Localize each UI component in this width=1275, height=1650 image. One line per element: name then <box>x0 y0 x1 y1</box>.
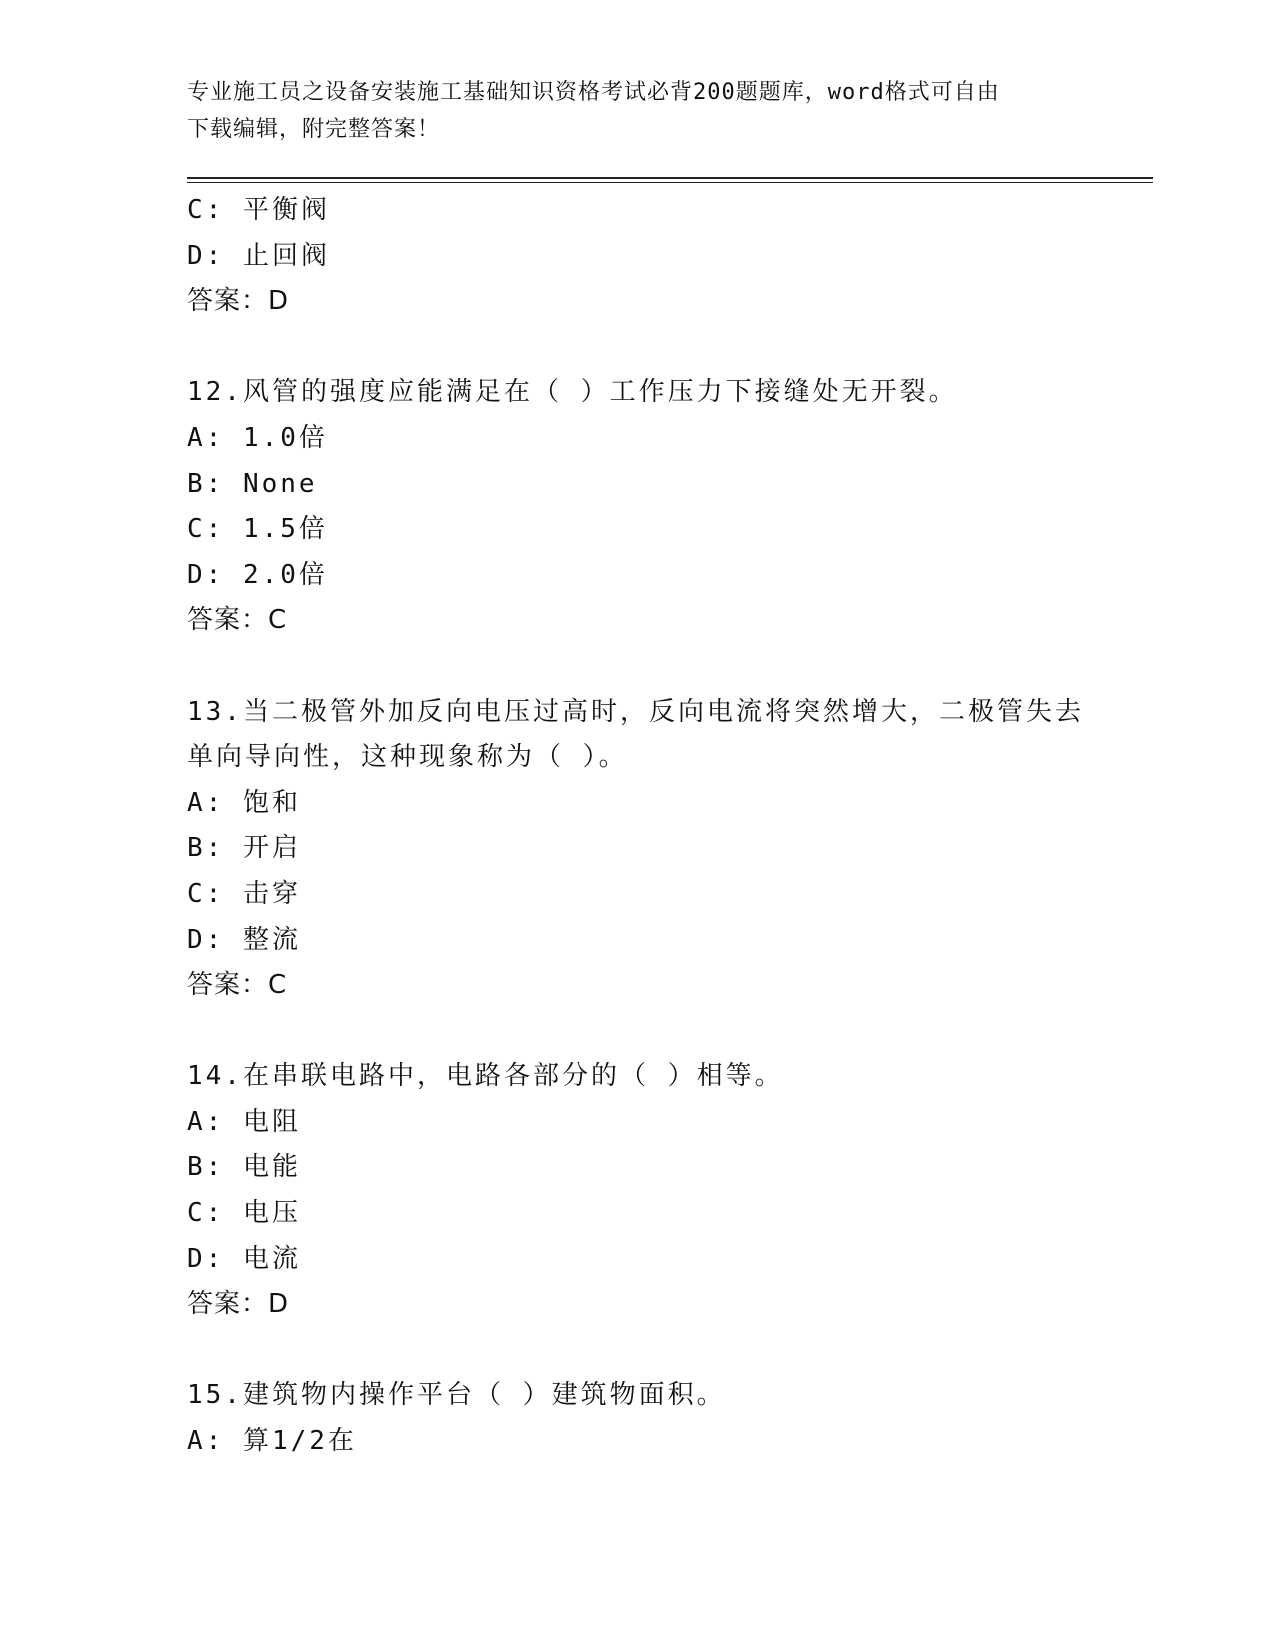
question-12-stem: 12.风管的强度应能满足在（ ）工作压力下接缝处无开裂。 <box>187 377 958 408</box>
question-13-stem-line-1: 13.当二极管外加反向电压过高时，反向电流将突然增大，二极管失去 <box>187 696 1084 727</box>
option-c: C: 1.5倍 <box>187 514 328 545</box>
option-d: D: 电流 <box>187 1243 301 1274</box>
document-header <box>187 74 1087 148</box>
spacer <box>187 325 1137 371</box>
answer-line: 答案：D <box>187 286 290 317</box>
answer-line: 答案：C <box>187 605 288 636</box>
option-a: A: 电阻 <box>187 1106 301 1137</box>
answer-line: 答案：C <box>187 970 288 1001</box>
header-divider <box>187 177 1153 183</box>
spacer <box>187 1009 1137 1055</box>
option-c: C: 电压 <box>187 1198 301 1229</box>
header-line-1: 专业施工员之设备安装施工基础知识资格考试必背200题题库，word格式可自由 <box>187 80 1000 105</box>
question-14-stem: 14.在串联电路中，电路各部分的（ ）相等。 <box>187 1061 784 1092</box>
spacer <box>187 1328 1137 1374</box>
question-15-stem: 15.建筑物内操作平台（ ）建筑物面积。 <box>187 1380 726 1411</box>
spacer <box>187 644 1137 690</box>
option-c: C: 击穿 <box>187 878 301 909</box>
option-d: D: 止回阀 <box>187 240 330 271</box>
option-b: B: 电能 <box>187 1152 301 1183</box>
question-13-stem-line-2: 单向导向性，这种现象称为（ ）。 <box>187 742 628 773</box>
option-a: A: 饱和 <box>187 787 301 818</box>
option-a: A: 1.0倍 <box>187 422 328 453</box>
option-b: B: None <box>187 468 318 499</box>
question-list <box>187 188 1137 1465</box>
option-d: D: 整流 <box>187 924 301 955</box>
option-c: C: 平衡阀 <box>187 195 330 225</box>
option-d: D: 2.0倍 <box>187 559 328 590</box>
option-b: B: 开启 <box>187 833 301 864</box>
header-line-2: 下载编辑，附完整答案！ <box>187 117 441 142</box>
option-a: A: 算1/2在 <box>187 1426 357 1457</box>
answer-line: 答案：D <box>187 1289 290 1320</box>
